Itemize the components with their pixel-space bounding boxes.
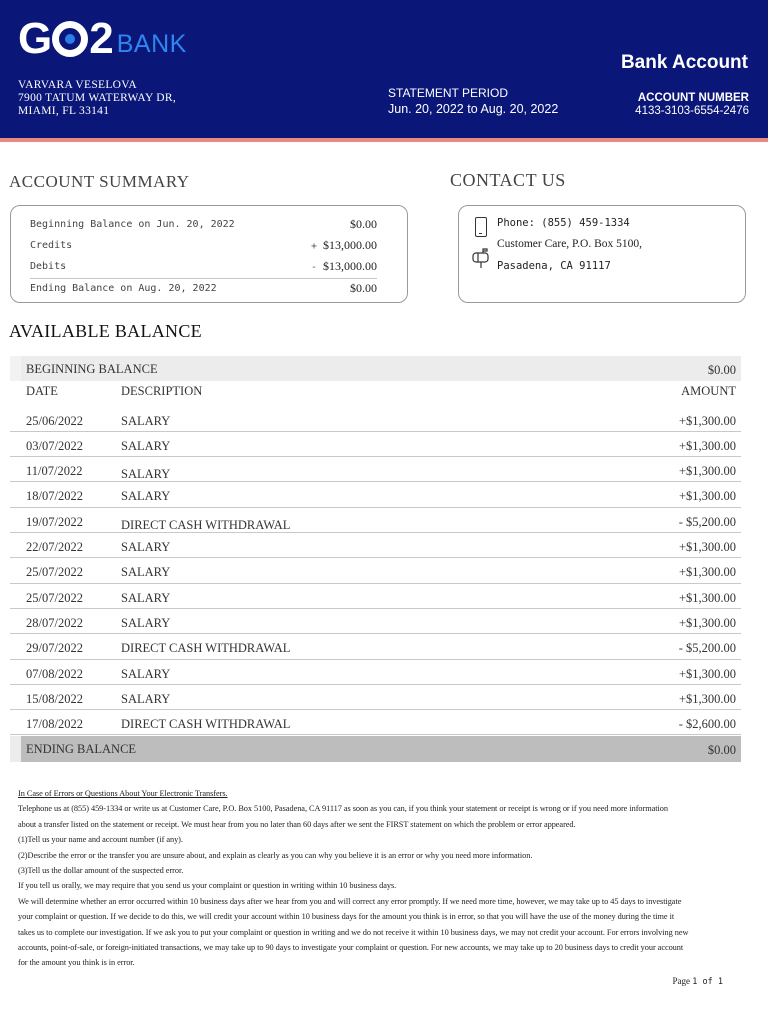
transaction-date: 07/08/2022 — [26, 666, 83, 681]
summary-row-debits — [30, 256, 377, 276]
ending-balance-amount: $0.00 — [707, 743, 736, 758]
transaction-amount: +$1,300.00 — [678, 540, 736, 555]
account-number-value: 4133-3103-6554-2476 — [635, 105, 749, 117]
summary-label: Credits — [30, 239, 73, 251]
contact-us-title: CONTACT US — [450, 170, 566, 190]
logo-go2-mark: G 2 — [18, 14, 113, 63]
contact-us-box — [458, 205, 746, 303]
summary-amount: $0.00 — [350, 280, 377, 295]
transaction-description: SALARY — [121, 413, 171, 428]
transactions-body — [10, 407, 741, 736]
transaction-amount: - $5,200.00 — [678, 514, 736, 529]
contact-phone: Phone: (855) 459-1334 — [497, 217, 630, 229]
summary-amount — [311, 238, 377, 253]
go2bank-logo — [18, 14, 187, 64]
error-notice-line: about a transfer listed on the statement or receipt. We must hear from you no later than 60 days after we sent the FIRST statement on which the problem or error appeared. — [18, 819, 576, 829]
transaction-date: 03/07/2022 — [26, 438, 83, 453]
summary-label: Beginning Balance on Jun. 20, 2022 — [30, 218, 235, 230]
summary-value: $13,000.00 — [323, 237, 377, 252]
transaction-amount: - $5,200.00 — [678, 641, 736, 656]
error-notice — [18, 786, 740, 971]
transaction-description: SALARY — [121, 438, 171, 453]
error-notice-line: (1)Tell us your name and account number (if any). — [18, 835, 183, 845]
page-value: 1 of 1 — [692, 977, 723, 987]
logo-bank-text: BANK — [116, 29, 187, 58]
summary-row-beginning — [30, 214, 377, 234]
mailbox-icon — [470, 247, 492, 269]
transaction-row — [10, 609, 741, 634]
error-notice-line: We will determine whether an error occurred within 10 business days after we hear from you and will correct any error promptly. If we need more time, however, we may take up to 45 days to investigate — [18, 896, 682, 906]
ending-balance-row — [10, 736, 741, 761]
row-gutter — [10, 356, 21, 381]
transaction-description: DIRECT CASH WITHDRAWAL — [121, 641, 291, 656]
error-notice-line: (3)Tell us the dollar amount of the suspected error. — [18, 866, 184, 876]
transaction-row — [10, 457, 741, 482]
transaction-description: SALARY — [121, 565, 171, 580]
holder-address-line2: MIAMI, FL 33141 — [18, 105, 110, 117]
statement-header — [0, 0, 768, 138]
beginning-balance-amount: $0.00 — [707, 363, 736, 377]
transaction-amount: +$1,300.00 — [678, 590, 736, 605]
transaction-row — [10, 634, 741, 659]
table-header-row — [10, 381, 741, 406]
column-header-amount: AMOUNT — [681, 384, 736, 399]
summary-row-credits — [30, 235, 377, 255]
transaction-date: 11/07/2022 — [26, 464, 83, 479]
error-notice-body — [18, 801, 740, 970]
error-notice-line: takes us to complete our investigation. If we ask you to put your complaint or question in writing and we do not receive it within 10 business days, we may not credit your account. For errors involving new — [18, 927, 689, 937]
transaction-amount: +$1,300.00 — [678, 615, 736, 630]
account-number-label: ACCOUNT NUMBER — [637, 92, 749, 104]
period-value: Jun. 20, 2022 to Aug. 20, 2022 — [388, 102, 559, 116]
period-label: STATEMENT PERIOD — [388, 86, 509, 100]
summary-label: Ending Balance on Aug. 20, 2022 — [30, 282, 217, 294]
transaction-description: SALARY — [121, 666, 171, 681]
error-notice-line: accounts, point-of-sale, or foreign-initiated transactions, we may take up to 90 days to investigate your complaint or question. For new accounts, we may take up to 20 business days to credit your account — [18, 943, 684, 953]
logo-ring-icon — [52, 21, 88, 57]
holder-name: VARVARA VESELOVA — [18, 79, 138, 91]
statement-period — [388, 86, 558, 116]
transaction-date: 17/08/2022 — [26, 717, 83, 732]
transaction-date: 29/07/2022 — [26, 641, 83, 656]
transaction-description: SALARY — [121, 540, 171, 555]
transaction-row — [10, 482, 741, 507]
transaction-description: DIRECT CASH WITHDRAWAL — [121, 717, 291, 732]
available-balance-title: AVAILABLE BALANCE — [9, 321, 202, 341]
beginning-balance-row — [10, 356, 741, 381]
account-summary-title: ACCOUNT SUMMARY — [9, 172, 190, 191]
account-number — [635, 92, 749, 117]
transaction-amount: +$1,300.00 — [678, 489, 736, 504]
summary-row-ending — [30, 278, 377, 298]
transaction-date: 19/07/2022 — [26, 514, 83, 529]
summary-amount: $0.00 — [350, 216, 377, 231]
transaction-row — [10, 407, 741, 432]
contact-address-line2: Pasadena, CA 91117 — [497, 260, 611, 272]
transaction-description: SALARY — [121, 691, 171, 706]
error-notice-line: If you tell us orally, we may require that you send us your complaint or question in writing within 10 business days. — [18, 881, 397, 891]
transaction-date: 18/07/2022 — [26, 489, 83, 504]
transaction-description: DIRECT CASH WITHDRAWAL — [121, 517, 291, 532]
transaction-row — [10, 685, 741, 710]
transaction-description: SALARY — [121, 590, 171, 605]
account-summary-box — [10, 205, 408, 303]
contact-address-line1: Customer Care, P.O. Box 5100, — [497, 238, 643, 250]
transaction-amount: +$1,300.00 — [678, 413, 736, 428]
transaction-description: SALARY — [121, 489, 171, 504]
transaction-date: 28/07/2022 — [26, 615, 83, 630]
transaction-amount: +$1,300.00 — [678, 666, 736, 681]
transaction-date: 25/07/2022 — [26, 590, 83, 605]
transaction-row — [10, 710, 741, 735]
summary-sign: + — [310, 240, 317, 252]
transaction-amount: +$1,300.00 — [678, 565, 736, 580]
phone-icon — [475, 217, 487, 237]
transaction-amount: +$1,300.00 — [678, 438, 736, 453]
column-header-description: DESCRIPTION — [121, 384, 203, 399]
holder-address-line1: 7900 TATUM WATERWAY DR, — [18, 92, 177, 104]
transaction-date: 25/07/2022 — [26, 565, 83, 580]
transaction-description: SALARY — [121, 467, 171, 482]
transaction-date: 25/06/2022 — [26, 413, 83, 428]
transaction-row — [10, 432, 741, 457]
beginning-balance-label: BEGINNING BALANCE — [26, 362, 158, 376]
summary-value: $13,000.00 — [323, 258, 377, 273]
summary-label: Debits — [30, 260, 67, 272]
transaction-row — [10, 660, 741, 685]
transaction-row — [10, 558, 741, 583]
page-indicator — [673, 976, 723, 987]
summary-amount — [311, 259, 377, 274]
transaction-amount: +$1,300.00 — [678, 691, 736, 706]
document-type: Bank Account — [620, 52, 748, 73]
transaction-row — [10, 533, 741, 558]
error-notice-heading: In Case of Errors or Questions About Your Electronic Transfers. — [18, 789, 228, 798]
error-notice-line: Telephone us at (855) 459-1334 or write us at Customer Care, P.O. Box 5100, Pasadena, CA 91117 as soon as you can, if you think your statement or receipt is wrong or if you need more information — [18, 804, 668, 814]
transaction-amount: - $2,600.00 — [678, 717, 736, 732]
summary-sign: - — [310, 261, 317, 273]
transaction-date: 22/07/2022 — [26, 540, 83, 555]
transaction-row — [10, 508, 741, 533]
column-header-date: DATE — [26, 384, 58, 399]
transaction-row — [10, 584, 741, 609]
row-gutter — [10, 736, 21, 761]
error-notice-line: (2)Describe the error or the transfer you are unsure about, and explain as clearly as you can why you believe it is an error or why you need more information. — [18, 850, 533, 860]
error-notice-line: your complaint or question. If we decide to do this, we will credit your account within 10 business days for the amount you think is in error, so that you will have the use of the money during the time it — [18, 912, 675, 922]
page-label: Page — [672, 976, 691, 986]
account-holder — [18, 79, 176, 118]
transaction-amount: +$1,300.00 — [678, 464, 736, 479]
transaction-date: 15/08/2022 — [26, 691, 83, 706]
ending-balance-label: ENDING BALANCE — [26, 742, 137, 757]
error-notice-line: for the amount you think is in error. — [18, 958, 135, 968]
transactions-table — [10, 356, 741, 762]
header-divider — [0, 138, 768, 142]
transaction-description: SALARY — [121, 615, 171, 630]
